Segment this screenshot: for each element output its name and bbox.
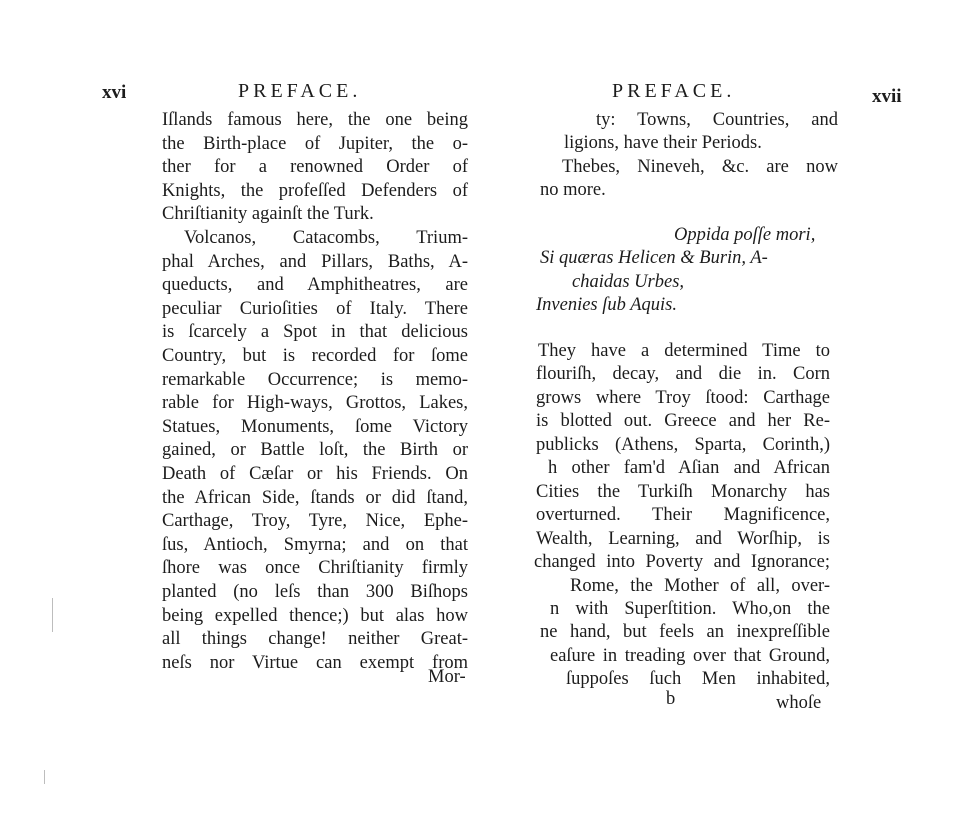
left-text-line: being expelled thence;) but alas how <box>162 605 468 626</box>
left-text-line: Volcanos, Catacombs, Trium- <box>184 228 468 248</box>
right-page-number: xvii <box>872 86 902 107</box>
poem-line: chaidas Urbes, <box>572 272 685 292</box>
left-text-line: Carthage, Troy, Tyre, Nice, Ephe- <box>162 511 468 532</box>
left-text-line: Chriſtianity againſt the Turk. <box>162 204 374 225</box>
left-text-line: the African Side, ſtands or did ſtand, <box>162 487 468 508</box>
right-text-line: overturned. Their Magnificence, <box>536 505 830 526</box>
right-text-line: is blotted out. Greece and her Re- <box>536 411 830 432</box>
right-text-line: publicks (Athens, Sparta, Corinth,) <box>536 434 830 455</box>
left-running-header: PREFACE. <box>238 80 362 102</box>
right-text-line: grows where Troy ſtood: Carthage <box>536 387 830 408</box>
left-text-line: planted (no leſs than 300 Biſhops <box>162 582 468 602</box>
left-text-line: peculiar Curioſities of Italy. There <box>162 298 468 319</box>
left-text-line: Statues, Monuments, ſome Victory <box>162 416 468 437</box>
right-text-line: ligions, have their Periods. <box>564 133 762 154</box>
right-text-line: Rome, the Mother of all, over- <box>570 575 830 596</box>
right-text-line: They have a determined Time to <box>538 341 830 361</box>
page-edge-mark <box>52 598 53 632</box>
right-text-line: Wealth, Learning, and Worſhip, is <box>536 528 830 549</box>
left-text-line: Death of Cæſar or his Friends. On <box>162 464 468 484</box>
right-text-line: changed into Poverty and Ignorance; <box>534 552 830 573</box>
left-text-line: ſus, Antioch, Smyrna; and on that <box>162 534 468 555</box>
signature-mark: b <box>666 689 676 709</box>
left-text-line: ſhore was once Chriſtianity firmly <box>162 558 468 579</box>
right-text-line: flouriſh, decay, and die in. Corn <box>536 364 830 385</box>
left-text-line: remarkable Occurrence; is memo- <box>162 369 468 390</box>
left-text-line: Country, but is recorded for ſome <box>162 346 468 366</box>
left-text-line: is ſcarcely a Spot in that delicious <box>162 322 468 343</box>
right-text-line: n with Superſtition. Who,on the <box>550 598 830 619</box>
left-catchword: Mor- <box>428 667 466 687</box>
right-text-line: Thebes, Nineveh, &c. are now <box>562 156 838 177</box>
right-catchword: whoſe <box>776 693 822 713</box>
left-text-line: phal Arches, and Pillars, Baths, A- <box>162 251 468 272</box>
left-text-line: gained, or Battle loſt, the Birth or <box>162 440 468 461</box>
left-text-line: all things change! neither Great- <box>162 629 468 650</box>
right-running-header: PREFACE. <box>612 80 736 102</box>
poem-line: Oppida poſſe mori, <box>674 225 816 245</box>
left-text-line: Knights, the profeſſed Defenders of <box>162 180 468 201</box>
left-text-line: ther for a renowned Order of <box>162 157 468 178</box>
left-page-number: xvi <box>102 82 127 103</box>
left-text-line: Iſlands famous here, the one being <box>162 110 468 130</box>
left-text-line: the Birth-place of Jupiter, the o- <box>162 133 468 154</box>
right-text-line: ne hand, but feels an inexpreſſible <box>540 622 830 643</box>
right-text-line: no more. <box>540 180 606 201</box>
poem-line: Invenies ſub Aquis. <box>536 295 677 315</box>
right-text-line: ſuppoſes ſuch Men inhabited, <box>566 669 830 690</box>
left-text-line: neſs nor Virtue can exempt from <box>162 652 468 673</box>
right-text-line: ty: Towns, Countries, and <box>596 110 838 130</box>
left-text-line: rable for High-ways, Grottos, Lakes, <box>162 393 468 414</box>
page-edge-mark <box>44 770 45 784</box>
right-text-line: eaſure in treading over that Ground, <box>550 645 830 666</box>
right-text-line: h other fam'd Aſian and African <box>548 458 830 479</box>
poem-line: Si quæras Helicen & Burin, A- <box>540 248 768 268</box>
right-text-line: Cities the Turkiſh Monarchy has <box>536 481 830 502</box>
left-text-line: queducts, and Amphitheatres, are <box>162 275 468 296</box>
